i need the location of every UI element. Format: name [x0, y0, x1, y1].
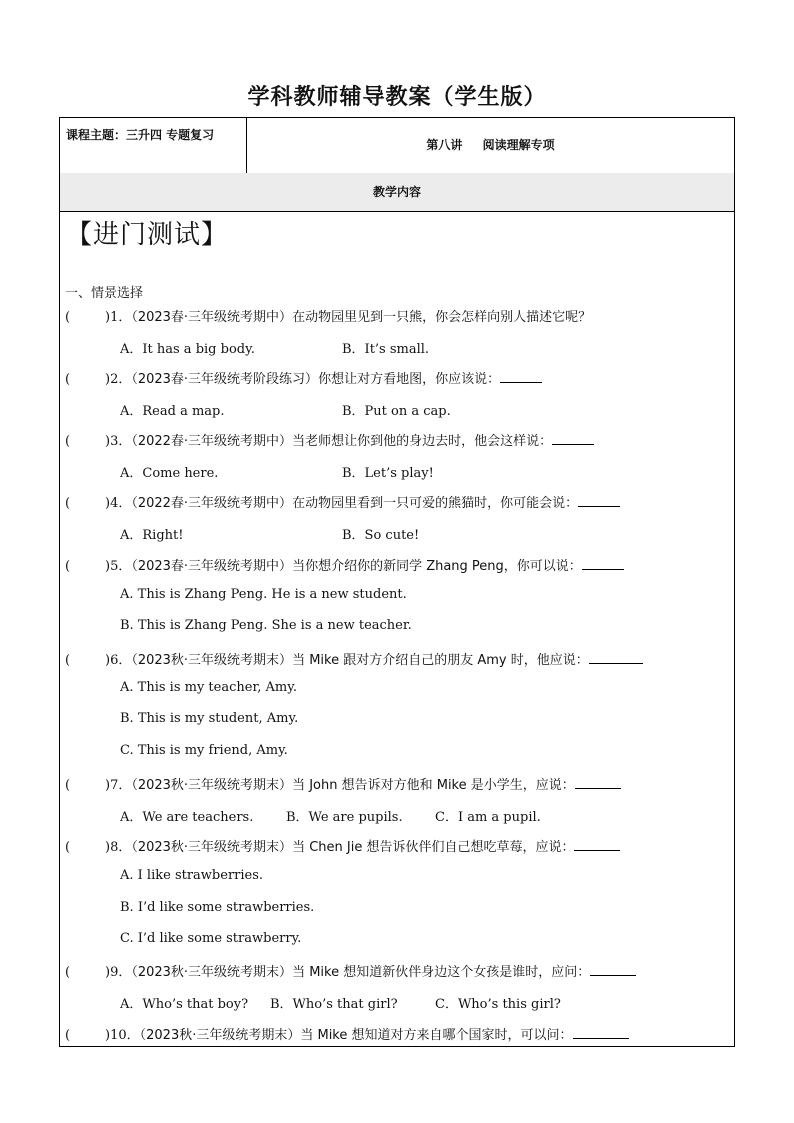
answer-blank[interactable]: [500, 370, 542, 383]
option-a[interactable]: A．It has a big body.: [120, 342, 255, 357]
answer-paren[interactable]: (: [65, 1028, 71, 1043]
question-9: [65, 961, 636, 980]
answer-blank[interactable]: [578, 494, 620, 507]
question-source: （2023春·三年级统考阶段练习）: [131, 372, 319, 387]
option-b[interactable]: B．Put on a cap.: [342, 404, 451, 419]
lecture-number: 第八讲: [426, 138, 463, 152]
question-text: 你想让对方看地图，你应该说：: [318, 372, 501, 387]
subsection-title: 一、情景选择: [65, 286, 144, 301]
question-5: [65, 555, 624, 574]
option-b[interactable]: B．It’s small.: [342, 342, 430, 357]
option-a[interactable]: A．Read a map.: [120, 404, 225, 419]
answer-blank[interactable]: [574, 838, 620, 851]
question-source: （2023春·三年级统考期中）: [131, 559, 293, 574]
question-text: 当 Mike 想知道新伙伴身边这个女孩是谁时，应问：: [292, 965, 591, 980]
option-b[interactable]: B．We are pupils.: [286, 810, 403, 825]
option-a[interactable]: A．Come here.: [120, 466, 219, 481]
question-text: 当你想介绍你的新同学 Zhang Peng，你可以说：: [292, 559, 582, 574]
course-topic: 课程主题：三升四 专题复习: [60, 118, 247, 173]
question-7: [65, 774, 621, 793]
question-number: )2．: [105, 372, 132, 387]
option-c[interactable]: C. This is my friend, Amy.: [120, 743, 288, 758]
question-text: 当 Mike 跟对方介绍自己的朋友 Amy 时，他应说：: [292, 653, 589, 668]
option-a[interactable]: A．We are teachers.: [120, 810, 254, 825]
answer-blank[interactable]: [575, 776, 621, 789]
option-c[interactable]: C．Who’s this girl?: [435, 997, 561, 1012]
answer-paren[interactable]: (: [65, 559, 71, 574]
lecture-subject: 阅读理解专项: [482, 138, 555, 152]
option-a[interactable]: A. I like strawberries.: [120, 868, 264, 883]
question-text: 当 Mike 想知道对方来自哪个国家时，可以问：: [300, 1028, 573, 1043]
question-source: （2023秋·三年级统考期末）: [131, 840, 293, 855]
answer-paren[interactable]: (: [65, 653, 71, 668]
option-a[interactable]: A. This is my teacher, Amy.: [120, 680, 297, 695]
question-number: )6．: [105, 653, 132, 668]
question-text: 在动物园里见到一只熊，你会怎样向别人描述它呢？: [292, 310, 592, 325]
option-c[interactable]: C．I am a pupil.: [435, 810, 541, 825]
question-text: 在动物园里看到一只可爱的熊猫时，你可能会说：: [292, 496, 579, 511]
option-b[interactable]: B．Let’s play!: [342, 466, 434, 481]
option-c[interactable]: C. I’d like some strawberry.: [120, 931, 302, 946]
question-text: 当老师想让你到他的身边去时，他会这样说：: [292, 434, 553, 449]
option-b[interactable]: B. I’d like some strawberries.: [120, 900, 315, 915]
question-2: [65, 368, 542, 387]
question-source: （2023秋·三年级统考期末）: [139, 1028, 301, 1043]
question-text: 当 John 想告诉对方他和 Mike 是小学生，应说：: [292, 778, 575, 793]
page-title: 学科教师辅导教案（学生版）: [247, 85, 547, 110]
question-8: [65, 836, 620, 855]
answer-blank[interactable]: [573, 1026, 629, 1039]
option-a[interactable]: A. This is Zhang Peng. He is a new student.: [120, 587, 407, 602]
question-number: )10．: [105, 1028, 140, 1043]
option-b[interactable]: B. This is Zhang Peng. She is a new teacher.: [120, 618, 412, 633]
lesson-table: [59, 117, 735, 1047]
answer-blank[interactable]: [552, 432, 594, 445]
question-source: （2022春·三年级统考期中）: [131, 496, 293, 511]
question-number: )4．: [105, 496, 132, 511]
question-10: [65, 1024, 629, 1043]
lesson-header-row: [60, 118, 734, 174]
question-1: [65, 306, 591, 325]
question-6: [65, 649, 643, 668]
question-text: 当 Chen Jie 想告诉伙伴们自己想吃草莓，应说：: [292, 840, 575, 855]
option-a[interactable]: A．Who’s that boy?: [120, 997, 249, 1012]
question-source: （2023秋·三年级统考期末）: [131, 965, 293, 980]
question-source: （2023春·三年级统考期中）: [131, 310, 293, 325]
question-number: )3．: [105, 434, 132, 449]
question-number: )5．: [105, 559, 132, 574]
answer-blank[interactable]: [589, 651, 643, 664]
question-4: [65, 492, 620, 511]
question-source: （2022春·三年级统考期中）: [131, 434, 293, 449]
answer-paren[interactable]: (: [65, 372, 71, 387]
lecture-cell: [247, 118, 734, 173]
option-a[interactable]: A．Right!: [120, 528, 184, 543]
option-b[interactable]: B．Who’s that girl?: [270, 997, 398, 1012]
answer-blank[interactable]: [590, 963, 636, 976]
question-number: )1．: [105, 310, 132, 325]
option-b[interactable]: B．So cute!: [342, 528, 420, 543]
question-3: [65, 430, 594, 449]
answer-paren[interactable]: (: [65, 778, 71, 793]
option-b[interactable]: B. This is my student, Amy.: [120, 711, 299, 726]
question-number: )9．: [105, 965, 132, 980]
teaching-content-label: 教学内容: [60, 173, 734, 212]
question-number: )8．: [105, 840, 132, 855]
answer-paren[interactable]: (: [65, 434, 71, 449]
answer-paren[interactable]: (: [65, 965, 71, 980]
question-source: （2023秋·三年级统考期末）: [131, 778, 293, 793]
answer-paren[interactable]: (: [65, 310, 71, 325]
answer-blank[interactable]: [582, 557, 624, 570]
question-number: )7．: [105, 778, 132, 793]
answer-paren[interactable]: (: [65, 496, 71, 511]
answer-paren[interactable]: (: [65, 840, 71, 855]
question-source: （2023秋·三年级统考期末）: [131, 653, 293, 668]
section-title: 【进门测试】: [66, 220, 229, 250]
